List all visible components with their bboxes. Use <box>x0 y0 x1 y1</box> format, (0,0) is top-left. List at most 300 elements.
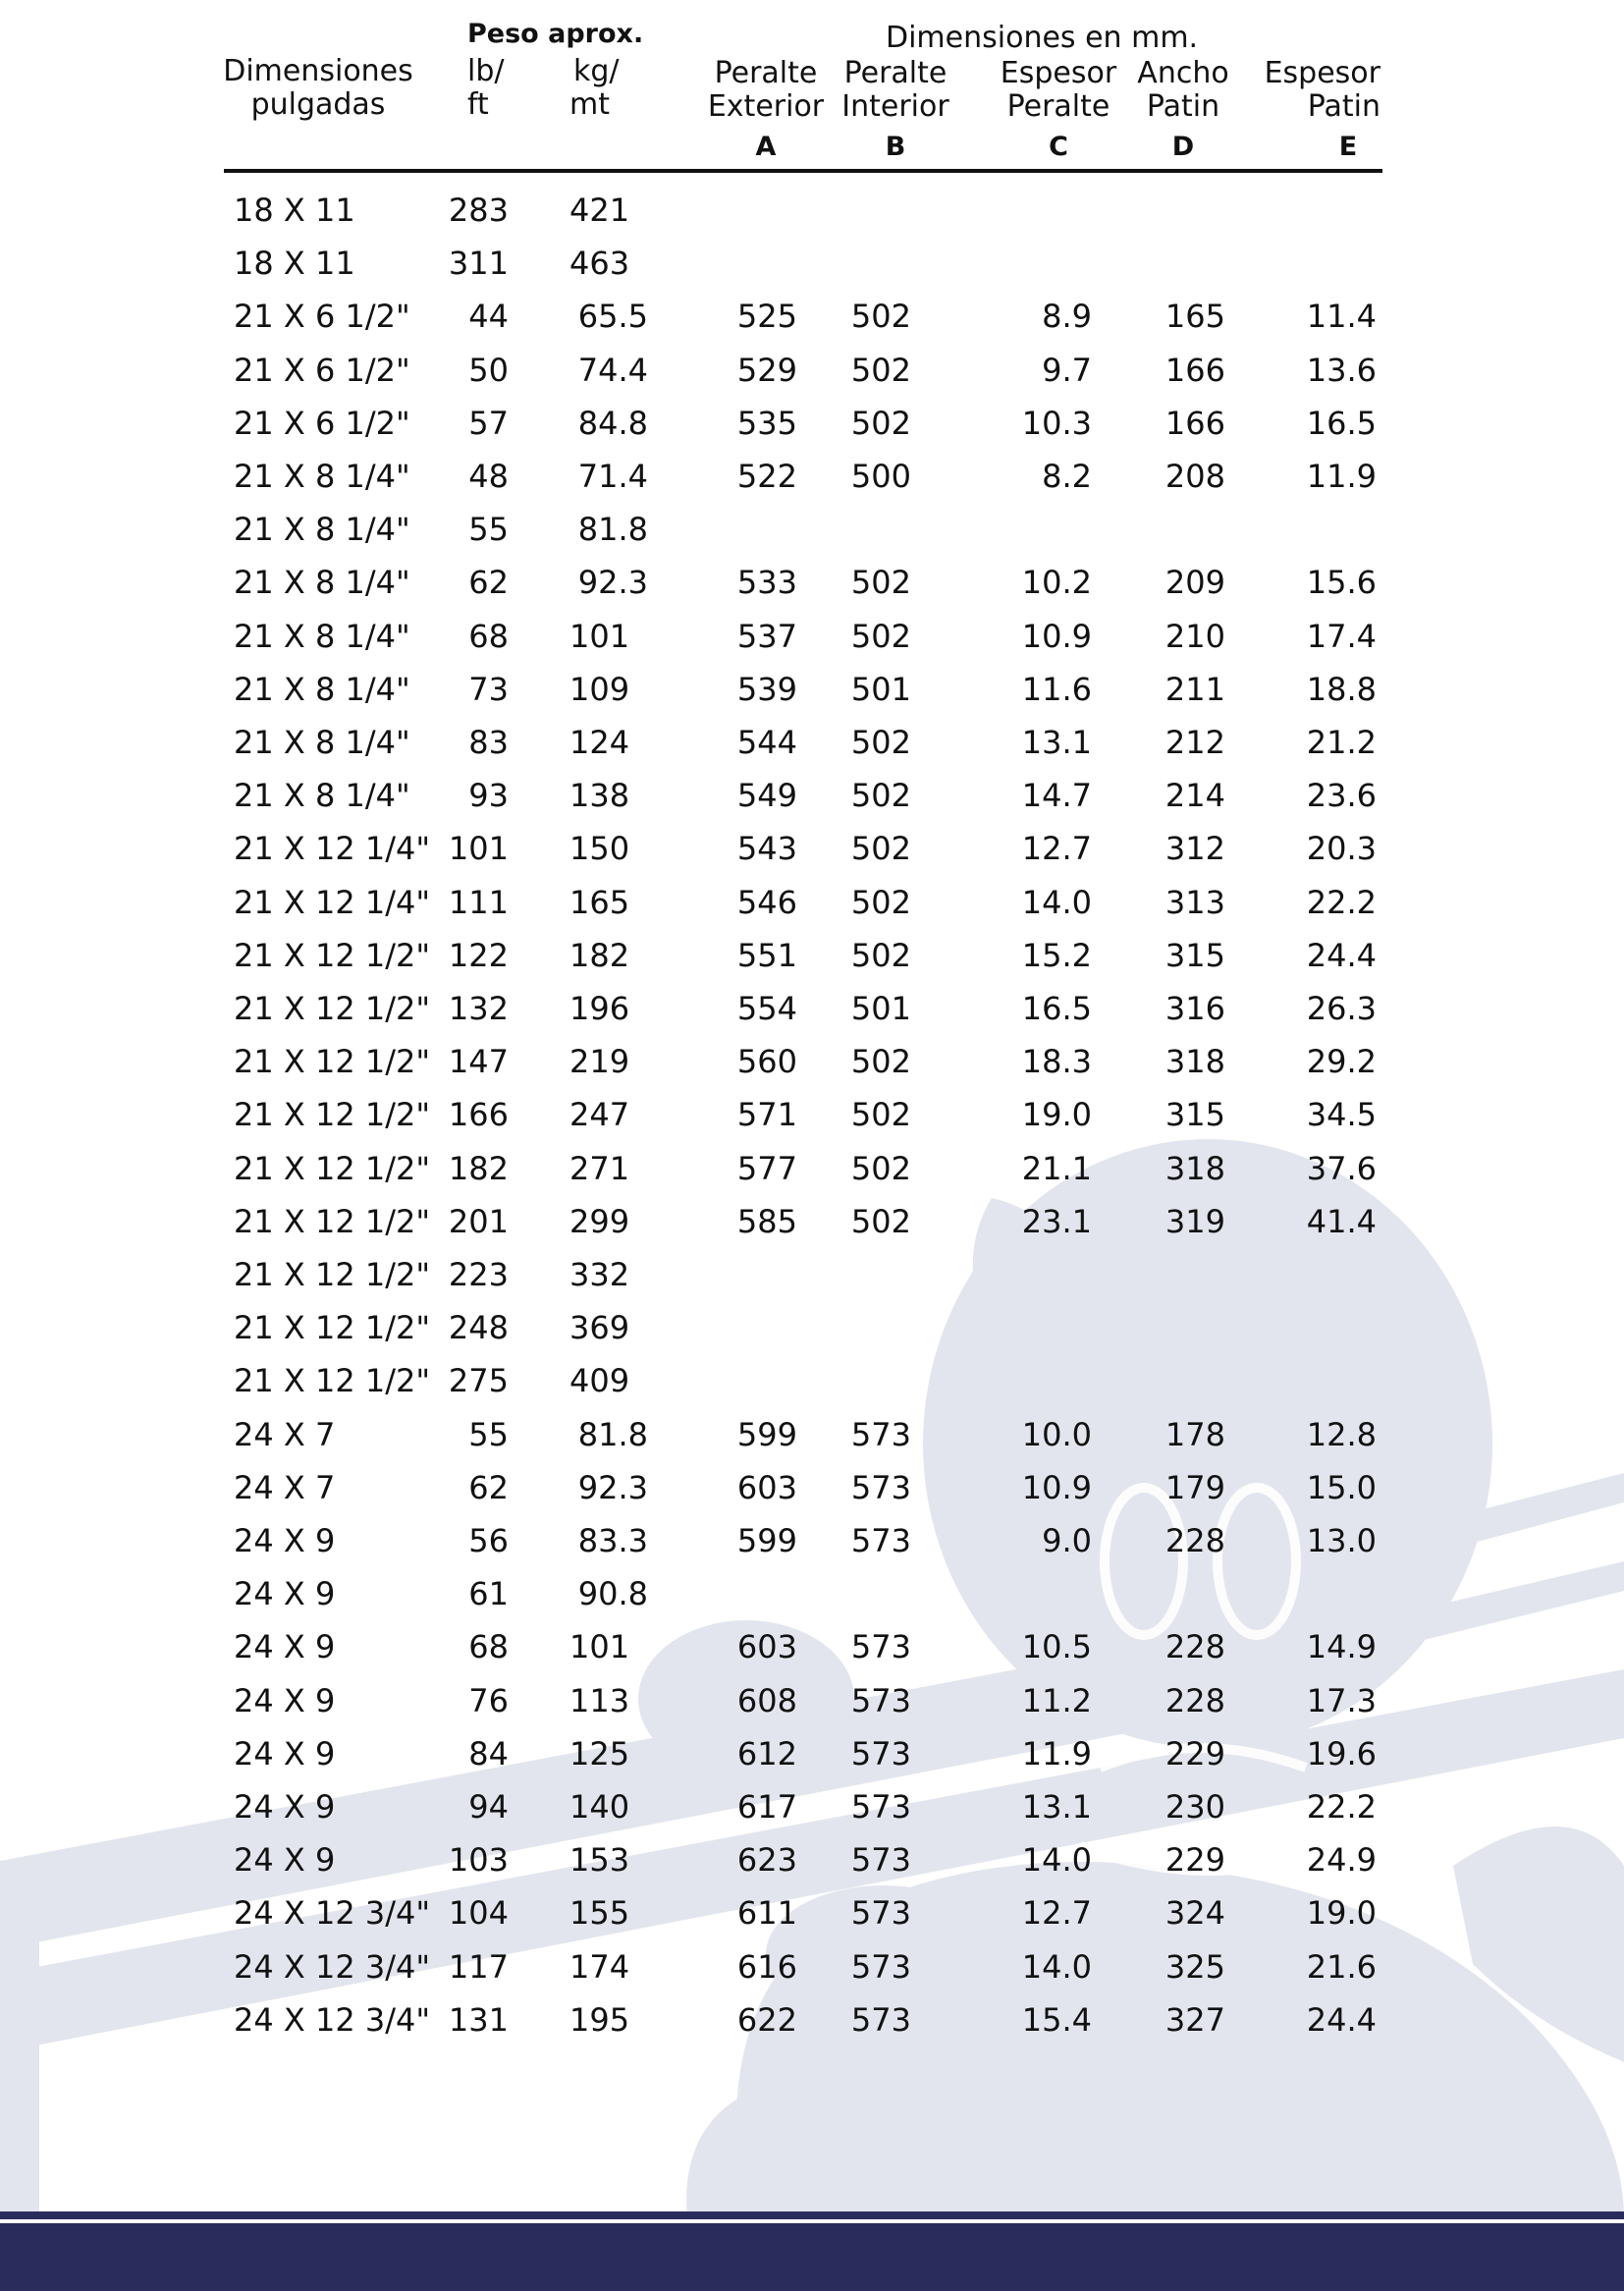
cell-peralte-exterior: 622 <box>736 2000 797 2039</box>
cell-peralte-exterior: 535 <box>736 404 797 442</box>
cell-kg-mt: 92.3 <box>577 1468 648 1506</box>
cell-espesor-patin: 29.2 <box>1306 1043 1377 1081</box>
cell-peralte-exterior: 539 <box>736 670 797 708</box>
col-e-header-line2: Patin <box>1307 89 1380 124</box>
dimensiones-pulgadas-line1: Dimensiones <box>223 54 413 88</box>
cell-espesor-patin: 24.4 <box>1306 2000 1377 2039</box>
cell-kg-mt: 196 <box>569 990 630 1027</box>
cell-peralte-exterior: 611 <box>736 1894 797 1933</box>
cell-peralte-exterior: 612 <box>736 1734 797 1773</box>
cell-peralte-interior: 502 <box>850 883 911 921</box>
dimensiones-mm-title: Dimensiones en mm. <box>886 21 1199 55</box>
cell-espesor-patin: 11.9 <box>1306 458 1377 495</box>
col-b-header-line2: Interior <box>841 89 949 124</box>
cell-espesor-peralte: 13.1 <box>1021 724 1092 761</box>
cell-espesor-patin: 22.2 <box>1306 1788 1377 1826</box>
table-header <box>0 0 1624 177</box>
cell-espesor-patin: 11.4 <box>1306 298 1377 336</box>
table-row <box>0 981 1624 1034</box>
table-row <box>0 768 1624 821</box>
cell-peralte-interior: 573 <box>850 1788 911 1826</box>
cell-lb-ft: 111 <box>448 883 509 921</box>
cell-ancho-patin: 229 <box>1164 1841 1225 1880</box>
cell-ancho-patin: 179 <box>1164 1468 1225 1506</box>
table-row <box>0 1407 1624 1460</box>
col-d-letter: D <box>1171 132 1195 162</box>
cell-dim-pulgadas: 21 X 6 1/2" <box>234 351 410 389</box>
cell-ancho-patin: 324 <box>1164 1894 1225 1933</box>
cell-peralte-interior: 573 <box>850 1522 911 1559</box>
cell-dim-pulgadas: 21 X 8 1/4" <box>234 564 410 602</box>
cell-espesor-patin: 15.6 <box>1306 564 1377 602</box>
cell-peralte-exterior: 549 <box>736 777 797 815</box>
cell-espesor-patin: 23.6 <box>1306 777 1377 815</box>
cell-peralte-interior: 502 <box>850 724 911 761</box>
cell-kg-mt: 83.3 <box>577 1522 648 1559</box>
cell-peralte-interior: 573 <box>850 2000 911 2039</box>
cell-dim-pulgadas: 21 X 8 1/4" <box>234 670 410 708</box>
cell-espesor-patin: 21.2 <box>1306 724 1377 761</box>
cell-peralte-interior: 502 <box>850 564 911 602</box>
cell-dim-pulgadas: 24 X 9 <box>234 1681 336 1719</box>
cell-ancho-patin: 230 <box>1164 1788 1225 1826</box>
cell-lb-ft: 248 <box>448 1309 509 1347</box>
cell-kg-mt: 74.4 <box>577 351 648 389</box>
cell-espesor-peralte: 10.5 <box>1021 1628 1092 1666</box>
cell-peralte-exterior: 623 <box>736 1841 797 1880</box>
table-row <box>0 396 1624 449</box>
cell-peralte-exterior: 544 <box>736 724 797 761</box>
table-row <box>0 183 1624 236</box>
cell-ancho-patin: 178 <box>1164 1415 1225 1453</box>
table-row <box>0 236 1624 289</box>
table-row <box>0 1513 1624 1566</box>
cell-ancho-patin: 209 <box>1164 564 1225 602</box>
cell-espesor-peralte: 11.2 <box>1021 1681 1092 1719</box>
table-row <box>0 1247 1624 1300</box>
cell-espesor-patin: 12.8 <box>1306 1415 1377 1453</box>
cell-kg-mt: 81.8 <box>577 1415 648 1453</box>
col-a-letter: A <box>755 132 777 162</box>
cell-lb-ft: 94 <box>468 1788 509 1826</box>
cell-dim-pulgadas: 21 X 6 1/2" <box>234 404 410 442</box>
table-row <box>0 1726 1624 1779</box>
cell-espesor-peralte: 14.0 <box>1021 1841 1092 1880</box>
cell-kg-mt: 463 <box>569 245 630 283</box>
cell-kg-mt: 71.4 <box>577 458 648 495</box>
cell-kg-mt: 299 <box>569 1202 630 1240</box>
cell-espesor-peralte: 14.0 <box>1021 883 1092 921</box>
table-row <box>0 1992 1624 2046</box>
cell-espesor-patin: 20.3 <box>1306 830 1377 868</box>
cell-espesor-peralte: 11.6 <box>1021 670 1092 708</box>
col-b-letter: B <box>885 132 906 162</box>
cell-espesor-patin: 16.5 <box>1306 404 1377 442</box>
cell-peralte-interior: 573 <box>850 1415 911 1453</box>
cell-dim-pulgadas: 24 X 7 <box>234 1415 336 1453</box>
cell-espesor-patin: 15.0 <box>1306 1468 1377 1506</box>
cell-kg-mt: 109 <box>569 670 630 708</box>
cell-lb-ft: 57 <box>468 404 509 442</box>
cell-peralte-exterior: 543 <box>736 830 797 868</box>
cell-ancho-patin: 318 <box>1164 1043 1225 1081</box>
cell-kg-mt: 101 <box>569 1628 630 1666</box>
cell-ancho-patin: 208 <box>1164 458 1225 495</box>
cell-peralte-interior: 500 <box>850 458 911 495</box>
cell-dim-pulgadas: 21 X 12 1/2" <box>234 1256 431 1293</box>
cell-lb-ft: 101 <box>448 830 509 868</box>
cell-peralte-interior: 502 <box>850 777 911 815</box>
peso-aprox-title: Peso aprox. <box>467 19 644 49</box>
cell-dim-pulgadas: 24 X 9 <box>234 1628 336 1666</box>
cell-dim-pulgadas: 21 X 12 1/2" <box>234 1362 431 1400</box>
table-row <box>0 343 1624 396</box>
cell-ancho-patin: 313 <box>1164 883 1225 921</box>
cell-peralte-interior: 573 <box>850 1947 911 1986</box>
cell-peralte-exterior: 577 <box>736 1149 797 1187</box>
cell-lb-ft: 55 <box>468 1415 509 1453</box>
dimensiones-pulgadas-line2: pulgadas <box>250 87 386 122</box>
cell-dim-pulgadas: 24 X 9 <box>234 1522 336 1559</box>
cell-espesor-patin: 34.5 <box>1306 1096 1377 1134</box>
table-row <box>0 1566 1624 1619</box>
cell-dim-pulgadas: 21 X 12 1/2" <box>234 1043 431 1081</box>
cell-peralte-interior: 573 <box>850 1468 911 1506</box>
cell-espesor-peralte: 12.7 <box>1021 1894 1092 1933</box>
cell-kg-mt: 124 <box>569 724 630 761</box>
cell-peralte-exterior: 560 <box>736 1043 797 1081</box>
cell-ancho-patin: 166 <box>1164 351 1225 389</box>
table-row <box>0 1779 1624 1832</box>
cell-espesor-peralte: 11.9 <box>1021 1734 1092 1773</box>
col-b-header-line1: Peralte <box>843 56 947 90</box>
cell-dim-pulgadas: 21 X 12 1/2" <box>234 936 431 974</box>
cell-espesor-peralte: 10.9 <box>1021 617 1092 655</box>
cell-espesor-peralte: 10.9 <box>1021 1468 1092 1506</box>
cell-espesor-peralte: 10.0 <box>1021 1415 1092 1453</box>
cell-dim-pulgadas: 21 X 12 1/4" <box>234 883 431 921</box>
cell-lb-ft: 131 <box>448 2000 509 2039</box>
cell-dim-pulgadas: 21 X 12 1/2" <box>234 1096 431 1134</box>
cell-ancho-patin: 325 <box>1164 1947 1225 1986</box>
cell-dim-pulgadas: 24 X 9 <box>234 1575 336 1613</box>
cell-peralte-exterior: 603 <box>736 1628 797 1666</box>
cell-lb-ft: 62 <box>468 1468 509 1506</box>
cell-kg-mt: 195 <box>569 2000 630 2039</box>
cell-espesor-patin: 22.2 <box>1306 883 1377 921</box>
cell-kg-mt: 90.8 <box>577 1575 648 1613</box>
cell-espesor-patin: 26.3 <box>1306 990 1377 1027</box>
table-row <box>0 449 1624 502</box>
cell-ancho-patin: 214 <box>1164 777 1225 815</box>
cell-lb-ft: 48 <box>468 458 509 495</box>
cell-ancho-patin: 228 <box>1164 1628 1225 1666</box>
cell-dim-pulgadas: 21 X 8 1/4" <box>234 724 410 761</box>
cell-peralte-exterior: 599 <box>736 1522 797 1559</box>
col-a-header-line2: Exterior <box>707 89 825 124</box>
cell-kg-mt: 84.8 <box>577 404 648 442</box>
cell-espesor-patin: 13.0 <box>1306 1522 1377 1559</box>
cell-espesor-peralte: 21.1 <box>1021 1149 1092 1187</box>
cell-peralte-exterior: 546 <box>736 883 797 921</box>
lbft-header-line1: lb/ <box>467 54 505 88</box>
cell-peralte-interior: 502 <box>850 1149 911 1187</box>
cell-kg-mt: 247 <box>569 1096 630 1134</box>
cell-kg-mt: 65.5 <box>577 298 648 336</box>
cell-dim-pulgadas: 21 X 8 1/4" <box>234 617 410 655</box>
cell-lb-ft: 182 <box>448 1149 509 1187</box>
cell-peralte-exterior: 616 <box>736 1947 797 1986</box>
cell-kg-mt: 150 <box>569 830 630 868</box>
cell-peralte-exterior: 529 <box>736 351 797 389</box>
cell-peralte-interior: 502 <box>850 1043 911 1081</box>
col-e-letter: E <box>1338 132 1358 162</box>
cell-dim-pulgadas: 21 X 8 1/4" <box>234 511 410 549</box>
table-row <box>0 555 1624 608</box>
table-row <box>0 1939 1624 1992</box>
cell-kg-mt: 409 <box>569 1362 630 1400</box>
cell-espesor-peralte: 8.9 <box>1042 298 1092 336</box>
cell-dim-pulgadas: 24 X 9 <box>234 1841 336 1880</box>
cell-kg-mt: 153 <box>569 1841 630 1880</box>
cell-peralte-interior: 502 <box>850 351 911 389</box>
cell-kg-mt: 140 <box>569 1788 630 1826</box>
cell-kg-mt: 81.8 <box>577 511 648 549</box>
col-d-header-line2: Patin <box>1146 89 1220 124</box>
cell-peralte-interior: 502 <box>850 617 911 655</box>
cell-ancho-patin: 165 <box>1164 298 1225 336</box>
cell-lb-ft: 275 <box>448 1362 509 1400</box>
cell-lb-ft: 50 <box>468 351 509 389</box>
table-row <box>0 1619 1624 1672</box>
cell-peralte-interior: 502 <box>850 936 911 974</box>
cell-lb-ft: 56 <box>468 1522 509 1559</box>
cell-peralte-interior: 502 <box>850 1202 911 1240</box>
lbft-header-line2: ft <box>467 87 489 122</box>
cell-peralte-interior: 502 <box>850 298 911 336</box>
cell-lb-ft: 61 <box>468 1575 509 1613</box>
cell-peralte-exterior: 608 <box>736 1681 797 1719</box>
table-row <box>0 1087 1624 1140</box>
cell-peralte-exterior: 551 <box>736 936 797 974</box>
cell-kg-mt: 138 <box>569 777 630 815</box>
cell-kg-mt: 271 <box>569 1149 630 1187</box>
table-row <box>0 1460 1624 1513</box>
cell-peralte-interior: 502 <box>850 404 911 442</box>
cell-ancho-patin: 228 <box>1164 1522 1225 1559</box>
cell-dim-pulgadas: 24 X 12 3/4" <box>234 1947 431 1986</box>
cell-lb-ft: 223 <box>448 1256 509 1293</box>
table-row <box>0 662 1624 715</box>
cell-kg-mt: 165 <box>569 883 630 921</box>
table-row <box>0 1353 1624 1406</box>
table-row <box>0 1300 1624 1353</box>
cell-lb-ft: 147 <box>448 1043 509 1081</box>
table-row <box>0 1885 1624 1938</box>
cell-espesor-patin: 14.9 <box>1306 1628 1377 1666</box>
cell-lb-ft: 103 <box>448 1841 509 1880</box>
cell-espesor-patin: 41.4 <box>1306 1202 1377 1240</box>
cell-lb-ft: 166 <box>448 1096 509 1134</box>
cell-espesor-patin: 21.6 <box>1306 1947 1377 1986</box>
cell-espesor-peralte: 10.2 <box>1021 564 1092 602</box>
cell-lb-ft: 68 <box>468 1628 509 1666</box>
cell-lb-ft: 132 <box>448 990 509 1027</box>
cell-peralte-interior: 573 <box>850 1628 911 1666</box>
cell-ancho-patin: 319 <box>1164 1202 1225 1240</box>
cell-peralte-exterior: 522 <box>736 458 797 495</box>
table-row <box>0 1141 1624 1194</box>
footer-line <box>0 2211 1624 2219</box>
cell-dim-pulgadas: 21 X 12 1/2" <box>234 1202 431 1240</box>
cell-espesor-patin: 19.6 <box>1306 1734 1377 1773</box>
cell-kg-mt: 113 <box>569 1681 630 1719</box>
cell-espesor-peralte: 13.1 <box>1021 1788 1092 1826</box>
cell-peralte-exterior: 533 <box>736 564 797 602</box>
cell-dim-pulgadas: 21 X 12 1/2" <box>234 1149 431 1187</box>
cell-espesor-peralte: 15.2 <box>1021 936 1092 974</box>
cell-lb-ft: 62 <box>468 564 509 602</box>
cell-kg-mt: 369 <box>569 1309 630 1347</box>
cell-dim-pulgadas: 24 X 12 3/4" <box>234 2000 431 2039</box>
cell-lb-ft: 104 <box>448 1894 509 1933</box>
cell-ancho-patin: 315 <box>1164 1096 1225 1134</box>
cell-kg-mt: 155 <box>569 1894 630 1933</box>
table-row <box>0 1194 1624 1247</box>
cell-espesor-peralte: 8.2 <box>1042 458 1092 495</box>
cell-ancho-patin: 212 <box>1164 724 1225 761</box>
cell-espesor-peralte: 9.0 <box>1042 1522 1092 1559</box>
cell-ancho-patin: 312 <box>1164 830 1225 868</box>
cell-peralte-interior: 573 <box>850 1841 911 1880</box>
cell-espesor-peralte: 15.4 <box>1021 2000 1092 2039</box>
cell-lb-ft: 117 <box>448 1947 509 1986</box>
cell-dim-pulgadas: 21 X 8 1/4" <box>234 777 410 815</box>
table-row <box>0 289 1624 342</box>
cell-espesor-peralte: 14.7 <box>1021 777 1092 815</box>
cell-peralte-exterior: 554 <box>736 990 797 1027</box>
cell-dim-pulgadas: 24 X 9 <box>234 1788 336 1826</box>
cell-peralte-interior: 502 <box>850 830 911 868</box>
table-row <box>0 502 1624 555</box>
kgmt-header-line2: mt <box>569 87 610 122</box>
cell-dim-pulgadas: 21 X 12 1/2" <box>234 1309 431 1347</box>
cell-espesor-peralte: 9.7 <box>1042 351 1092 389</box>
cell-lb-ft: 311 <box>448 245 509 283</box>
cell-ancho-patin: 228 <box>1164 1681 1225 1719</box>
cell-lb-ft: 68 <box>468 617 509 655</box>
cell-peralte-exterior: 525 <box>736 298 797 336</box>
cell-ancho-patin: 315 <box>1164 936 1225 974</box>
cell-dim-pulgadas: 18 X 11 <box>234 245 355 283</box>
cell-ancho-patin: 327 <box>1164 2000 1225 2039</box>
cell-lb-ft: 122 <box>448 936 509 974</box>
table-row <box>0 1832 1624 1885</box>
cell-lb-ft: 283 <box>448 191 509 229</box>
footer-band <box>0 2223 1624 2291</box>
cell-espesor-peralte: 19.0 <box>1021 1096 1092 1134</box>
col-c-header-line2: Peralte <box>1006 89 1110 124</box>
col-a-header-line1: Peralte <box>714 56 818 90</box>
cell-dim-pulgadas: 21 X 12 1/4" <box>234 830 431 868</box>
cell-espesor-patin: 24.4 <box>1306 936 1377 974</box>
cell-espesor-peralte: 14.0 <box>1021 1947 1092 1986</box>
cell-peralte-exterior: 617 <box>736 1788 797 1826</box>
col-c-header-line1: Espesor <box>1000 56 1117 90</box>
cell-espesor-patin: 13.6 <box>1306 351 1377 389</box>
cell-peralte-exterior: 585 <box>736 1202 797 1240</box>
table-row <box>0 928 1624 981</box>
cell-espesor-patin: 24.9 <box>1306 1841 1377 1880</box>
cell-lb-ft: 93 <box>468 777 509 815</box>
cell-espesor-peralte: 18.3 <box>1021 1043 1092 1081</box>
cell-lb-ft: 83 <box>468 724 509 761</box>
cell-lb-ft: 44 <box>468 298 509 336</box>
cell-espesor-patin: 18.8 <box>1306 670 1377 708</box>
cell-dim-pulgadas: 21 X 6 1/2" <box>234 298 410 336</box>
cell-kg-mt: 92.3 <box>577 564 648 602</box>
cell-ancho-patin: 316 <box>1164 990 1225 1027</box>
cell-kg-mt: 421 <box>569 191 630 229</box>
cell-peralte-interior: 573 <box>850 1894 911 1933</box>
cell-kg-mt: 125 <box>569 1734 630 1773</box>
cell-dim-pulgadas: 21 X 8 1/4" <box>234 458 410 495</box>
cell-kg-mt: 174 <box>569 1947 630 1986</box>
table-row <box>0 609 1624 662</box>
cell-peralte-interior: 573 <box>850 1734 911 1773</box>
cell-ancho-patin: 166 <box>1164 404 1225 442</box>
cell-peralte-exterior: 571 <box>736 1096 797 1134</box>
cell-kg-mt: 101 <box>569 617 630 655</box>
cell-espesor-patin: 37.6 <box>1306 1149 1377 1187</box>
col-c-letter: C <box>1049 132 1068 162</box>
table-row <box>0 1673 1624 1726</box>
cell-ancho-patin: 229 <box>1164 1734 1225 1773</box>
header-divider <box>224 169 1382 173</box>
cell-lb-ft: 76 <box>468 1681 509 1719</box>
cell-kg-mt: 182 <box>569 936 630 974</box>
cell-dim-pulgadas: 18 X 11 <box>234 191 355 229</box>
col-d-header-line1: Ancho <box>1137 56 1229 90</box>
table-row <box>0 875 1624 928</box>
cell-espesor-peralte: 16.5 <box>1021 990 1092 1027</box>
cell-espesor-patin: 17.3 <box>1306 1681 1377 1719</box>
cell-peralte-interior: 501 <box>850 990 911 1027</box>
cell-ancho-patin: 318 <box>1164 1149 1225 1187</box>
cell-dim-pulgadas: 24 X 12 3/4" <box>234 1894 431 1933</box>
cell-peralte-exterior: 603 <box>736 1468 797 1506</box>
cell-dim-pulgadas: 24 X 9 <box>234 1734 336 1773</box>
table-row <box>0 715 1624 768</box>
table-row <box>0 1034 1624 1087</box>
cell-kg-mt: 219 <box>569 1043 630 1081</box>
cell-lb-ft: 73 <box>468 670 509 708</box>
cell-espesor-patin: 19.0 <box>1306 1894 1377 1933</box>
cell-dim-pulgadas: 24 X 7 <box>234 1468 336 1506</box>
col-e-header-line1: Espesor <box>1264 56 1380 90</box>
cell-peralte-interior: 501 <box>850 670 911 708</box>
cell-espesor-peralte: 10.3 <box>1021 404 1092 442</box>
cell-espesor-patin: 17.4 <box>1306 617 1377 655</box>
cell-espesor-peralte: 23.1 <box>1021 1202 1092 1240</box>
cell-ancho-patin: 211 <box>1164 670 1225 708</box>
cell-peralte-interior: 502 <box>850 1096 911 1134</box>
cell-peralte-exterior: 537 <box>736 617 797 655</box>
cell-lb-ft: 55 <box>468 511 509 549</box>
table-row <box>0 821 1624 874</box>
cell-peralte-exterior: 599 <box>736 1415 797 1453</box>
cell-peralte-interior: 573 <box>850 1681 911 1719</box>
